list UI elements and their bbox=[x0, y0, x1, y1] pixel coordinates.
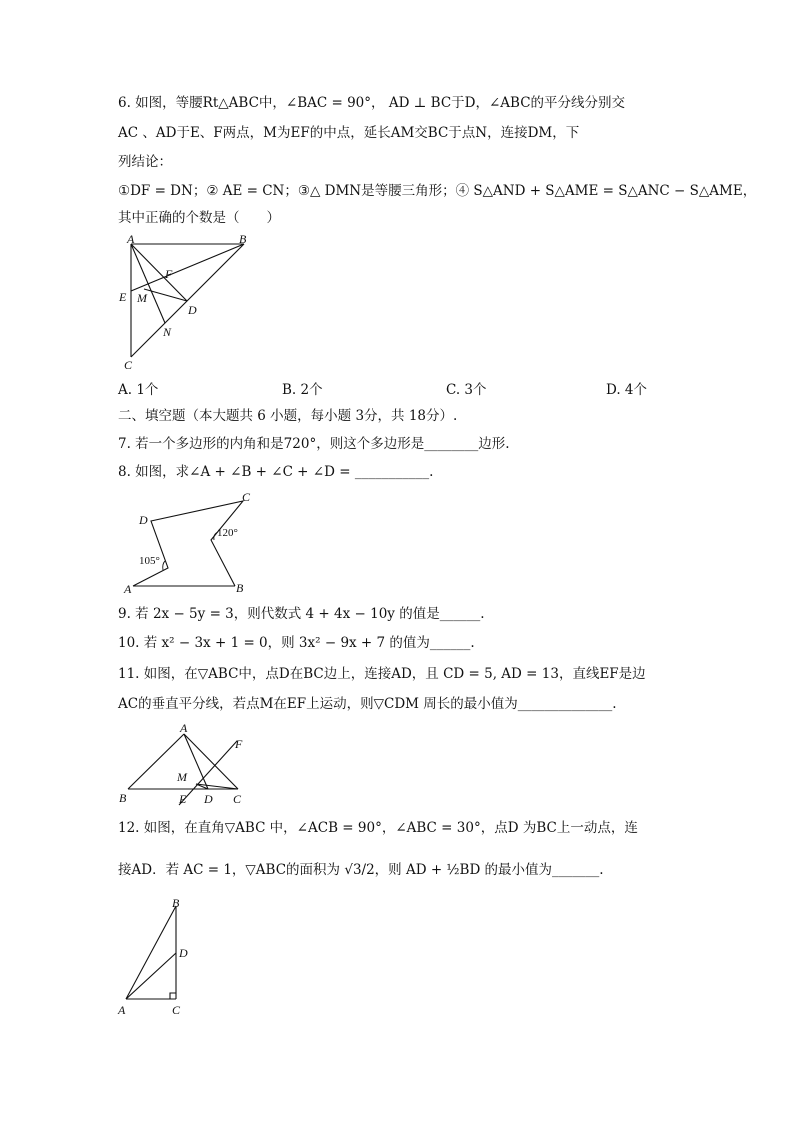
q11-label-e: E bbox=[179, 792, 187, 806]
q11-label-c: C bbox=[233, 792, 242, 806]
q10-text: 10. 若 x² − 3x + 1 = 0，则 3x² − 9x + 7 的值为______. bbox=[118, 635, 475, 651]
q6-line4: ①DF = DN；② AE = CN；③△ DMN是等腰三角形；④ S△AND + S△AME = S△ANC − S△AME， bbox=[118, 183, 757, 199]
q6-option-d: D. 4个 bbox=[606, 382, 648, 398]
q6-line3: 列结论： bbox=[118, 154, 172, 170]
q11-label-f: F bbox=[235, 737, 243, 751]
q7-text: 7. 若一个多边形的内角和是720°，则这个多边形是________边形. bbox=[118, 436, 510, 452]
q6-label-f: F bbox=[165, 267, 173, 281]
q12-right-angle-mark bbox=[170, 993, 176, 999]
q11-label-b: B bbox=[119, 791, 127, 805]
q6-label-e: E bbox=[119, 290, 127, 304]
q8-text: 8. 如图，求∠A + ∠B + ∠C + ∠D = ___________. bbox=[118, 464, 434, 480]
q12-label-b: B bbox=[172, 896, 180, 910]
q11-line-ab bbox=[128, 734, 184, 789]
q9-text: 9. 若 2x − 5y = 3，则代数式 4 + 4x − 10y 的值是______. bbox=[118, 606, 485, 622]
q8-figure bbox=[118, 490, 263, 600]
q8-label-b: B bbox=[236, 581, 244, 595]
q6-line2: AC 、AD于E、F两点，M为EF的中点，延长AM交BC于点N，连接DM，下 bbox=[118, 125, 580, 141]
q8-label-d: D bbox=[139, 513, 148, 527]
q11-line-ac bbox=[184, 734, 238, 789]
q8-label-c: C bbox=[242, 490, 251, 504]
q6-label-c: C bbox=[124, 358, 133, 372]
q11-line-ad bbox=[184, 734, 208, 789]
q12-label-a: A bbox=[118, 1003, 126, 1017]
q6-option-a: A. 1个 bbox=[118, 382, 159, 398]
q6-line1: 6. 如图，等腰Rt△ABC中，∠BAC = 90°， AD ⊥ BC于D，∠ABC的平分线分别交 bbox=[118, 95, 626, 111]
q12-line-ab bbox=[126, 906, 176, 999]
q8-polygon bbox=[133, 501, 243, 586]
q12-line1: 12. 如图，在直角▽ABC 中，∠ACB = 90°，∠ABC = 30°，点D 为BC上一动点，连 bbox=[118, 820, 638, 836]
section-heading: 二、填空题（本大题共 6 小题，每小题 3分，共 18分）. bbox=[118, 408, 458, 424]
q6-label-d: D bbox=[188, 303, 197, 317]
q11-line2: AC的垂直平分线，若点M在EF上运动，则▽CDM 周长的最小值为______________. bbox=[118, 696, 617, 712]
q6-figure bbox=[115, 233, 260, 373]
q12-line-ad bbox=[126, 953, 176, 999]
q8-angle-120: 120° bbox=[217, 527, 238, 539]
q6-label-m: M bbox=[137, 291, 147, 305]
q6-option-b: B. 2个 bbox=[282, 382, 323, 398]
q6-line5: 其中正确的个数是（ ） bbox=[118, 210, 280, 226]
q6-label-a: A bbox=[127, 233, 135, 246]
q11-label-a: A bbox=[180, 721, 188, 735]
q6-option-c: C. 3个 bbox=[446, 382, 487, 398]
q12-label-c: C bbox=[172, 1003, 181, 1017]
q11-label-m: M bbox=[177, 770, 187, 784]
q11-label-d: D bbox=[204, 792, 213, 806]
q6-line-an bbox=[131, 244, 165, 323]
q12-label-d: D bbox=[179, 946, 188, 960]
q11-line1: 11. 如图，在▽ABC中，点D在BC边上，连接AD，且 CD = 5, AD = 13，直线EF是边 bbox=[118, 666, 646, 682]
q8-angle-105: 105° bbox=[139, 555, 160, 567]
q12-line2: 接AD．若 AC = 1，▽ABC的面积为 √3/2，则 AD + ½BD 的最小值为_______. bbox=[118, 862, 604, 878]
q8-label-a: A bbox=[124, 582, 132, 596]
q12-figure bbox=[115, 895, 205, 1020]
q6-label-b: B bbox=[239, 233, 247, 246]
q11-figure bbox=[115, 720, 260, 810]
q8-angle-arc-1 bbox=[163, 561, 165, 570]
q6-label-n: N bbox=[163, 325, 172, 339]
